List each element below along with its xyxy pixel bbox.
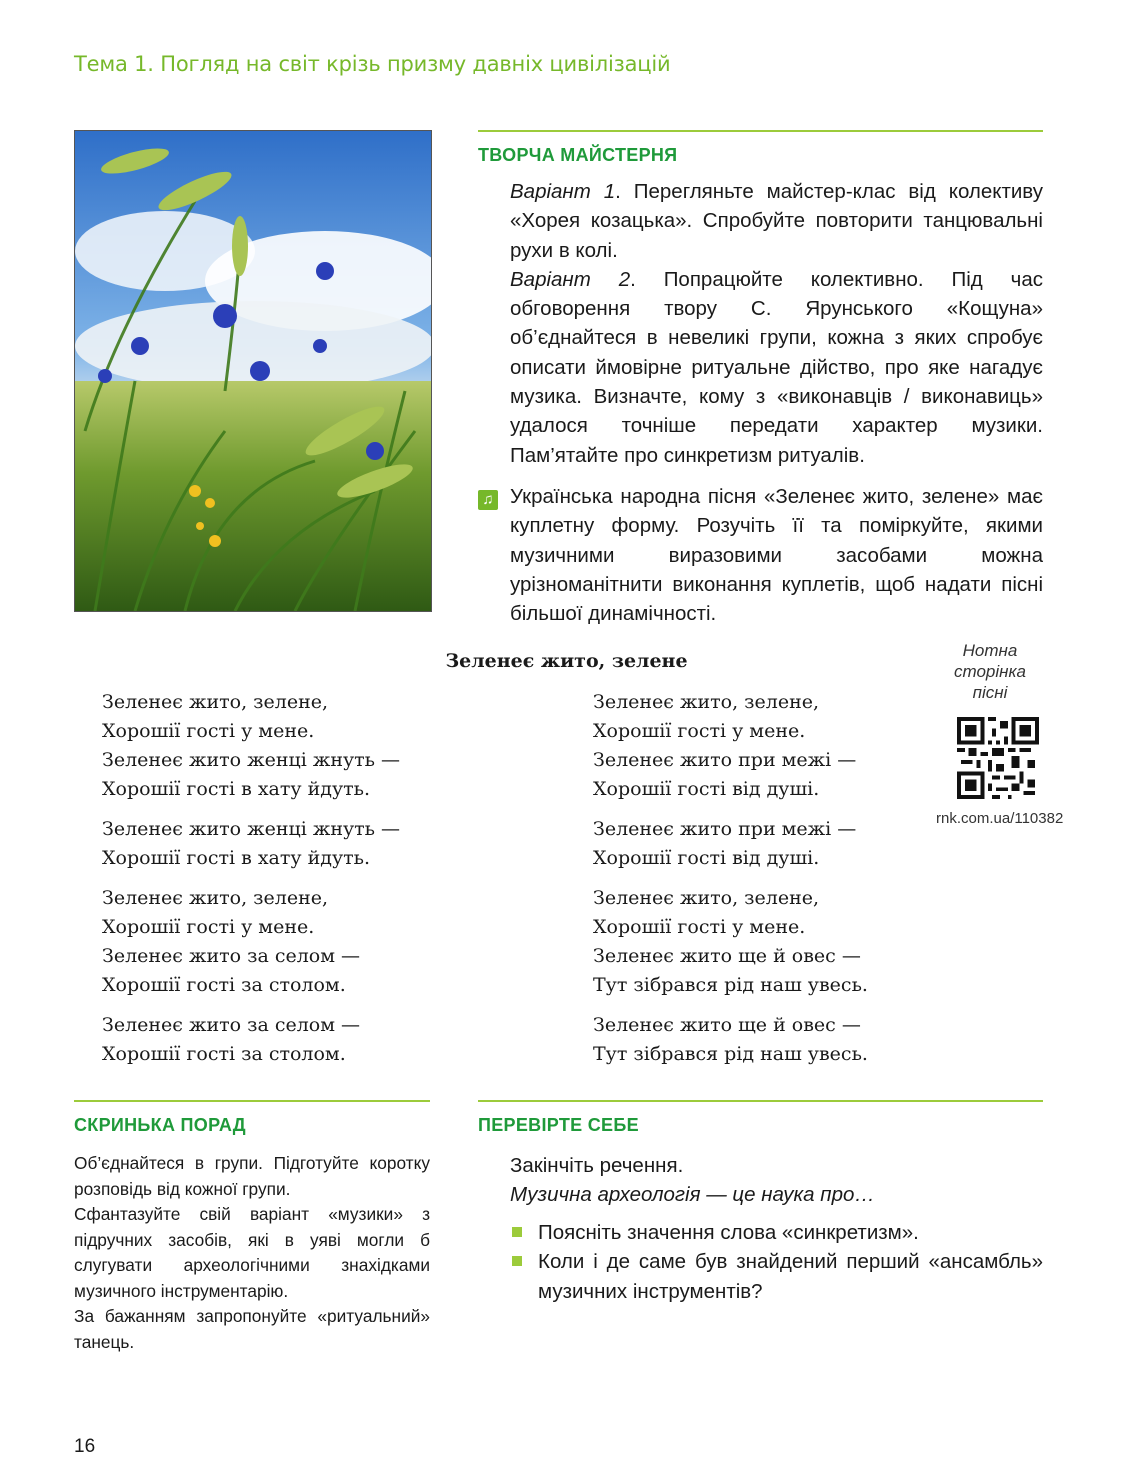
check-heading: ПЕРЕВІРТЕ СЕБЕ	[478, 1115, 639, 1135]
qr-caption-line: Нотна	[962, 641, 1018, 660]
song-line: Зеленеє жито, зелене,	[102, 691, 329, 713]
variant2-label: Варіант 2	[510, 267, 631, 291]
topic-header: Тема 1. Погляд на світ крізь призму давніх цивілізацій	[74, 52, 671, 76]
song-right-column	[593, 688, 868, 1080]
wheat-cornflower-photo	[74, 130, 432, 612]
song-line: Зеленеє жито за селом —	[102, 1014, 361, 1036]
song-title: Зеленеє жито, зелене	[445, 650, 688, 672]
section-rule	[74, 1100, 430, 1102]
workshop-heading: ТВОРЧА МАЙСТЕРНЯ	[478, 145, 678, 165]
song-line: Зеленеє жито за селом —	[102, 945, 361, 967]
check-line: Музична археологія — це наука про…	[510, 1183, 875, 1207]
song-line: Хорошії гості за столом.	[102, 974, 346, 996]
song-line: Хорошії гості у мене.	[593, 720, 806, 742]
variant1-text: . Перегляньте майстер-клас від колективу «Хорея козацька». Спробуйте повторити танцювальні рухи в колі.	[510, 180, 1043, 262]
music-note-icon: ♫	[478, 490, 498, 510]
qr-caption	[940, 640, 1040, 703]
song-line: Тут зібрався рід наш увесь.	[593, 1043, 868, 1065]
check-questions	[510, 1218, 1043, 1306]
song-line: Хорошії гості в хату йдуть.	[102, 847, 371, 869]
qr-url[interactable]: rnk.com.ua/110382	[936, 810, 1064, 827]
song-line: Зеленеє жито женці жнуть —	[102, 749, 401, 771]
list-item	[510, 1218, 1043, 1247]
song-line: Зеленеє жито ще й овес —	[593, 1014, 861, 1036]
song-line: Хорошії гості у мене.	[102, 720, 315, 742]
variant1-label: Варіант 1	[510, 180, 616, 203]
song-task-text: Українська народна пісня «Зеленеє жито, зелене» має куплетну форму. Розучіть її та поміркуйте, якими музичними виразовими засобами можна урізноманітнити виконання куплетів, щоб надати пісні більшої динамічності.	[510, 485, 1043, 626]
section-rule	[478, 130, 1043, 132]
tips-text	[74, 1151, 430, 1355]
song-line: Хорошії гості у мене.	[102, 916, 315, 938]
song-left-column	[102, 688, 400, 1080]
question-text: Поясніть значення слова «синкретизм».	[538, 1221, 919, 1244]
bullet-square-icon	[512, 1227, 522, 1237]
section-rule	[478, 1100, 1043, 1102]
qr-caption-line: сторінка	[954, 662, 1026, 681]
workshop-text	[510, 177, 1043, 470]
song-line: Зеленеє жито ще й овес —	[593, 945, 861, 967]
check-line: Закінчіть речення.	[510, 1154, 684, 1177]
song-line: Зеленеє жито, зелене,	[102, 887, 329, 909]
page-number: 16	[74, 1436, 96, 1457]
song-line: Хорошії гості в хату йдуть.	[102, 778, 371, 800]
song-line: Хорошії гості за столом.	[102, 1043, 346, 1065]
check-prompt	[510, 1151, 1043, 1210]
tips-heading: СКРИНЬКА ПОРАД	[74, 1115, 246, 1135]
tips-paragraph: Сфантазуйте свій варіант «музики» з підручних засобів, які в уяві могли б слугувати археологічними знахідками музичного інструментарію.	[74, 1204, 430, 1301]
tips-paragraph: За бажанням запропонуйте «ритуальний» танець.	[74, 1306, 430, 1352]
list-item	[510, 1247, 1043, 1306]
song-line: Зеленеє жито, зелене,	[593, 691, 820, 713]
song-line: Зеленеє жито женці жнуть —	[102, 818, 401, 840]
variant2-text: . Попрацюйте колективно. Під час обговорення твору С. Ярунського «Кощуна» об’єднайтеся в невеликі групи, кожна з яких спробує описати ймовірне ритуальне дійство, про яке нагадує музика. Визначте, кому з «виконавців / виконавиць» удалося точніше передати характер музики. Пам’ятайте про синкретизм ритуалів.	[510, 267, 1043, 467]
question-text: Коли і де саме був знайдений перший «ансамбль» музичних інструментів?	[538, 1250, 1043, 1303]
song-line: Зеленеє жито, зелене,	[593, 887, 820, 909]
song-line: Хорошії гості від душі.	[593, 778, 820, 800]
song-line: Хорошії гості у мене.	[593, 916, 806, 938]
song-line: Зеленеє жито при межі —	[593, 818, 857, 840]
qr-caption-line: пісні	[972, 683, 1008, 702]
song-line: Зеленеє жито при межі —	[593, 749, 857, 771]
song-line: Тут зібрався рід наш увесь.	[593, 974, 868, 996]
bullet-square-icon	[512, 1256, 522, 1266]
song-line: Хорошії гості від душі.	[593, 847, 820, 869]
qr-code[interactable]	[957, 717, 1039, 799]
tips-paragraph: Об’єднайтеся в групи. Підготуйте коротку розповідь від кожної групи.	[74, 1153, 430, 1199]
